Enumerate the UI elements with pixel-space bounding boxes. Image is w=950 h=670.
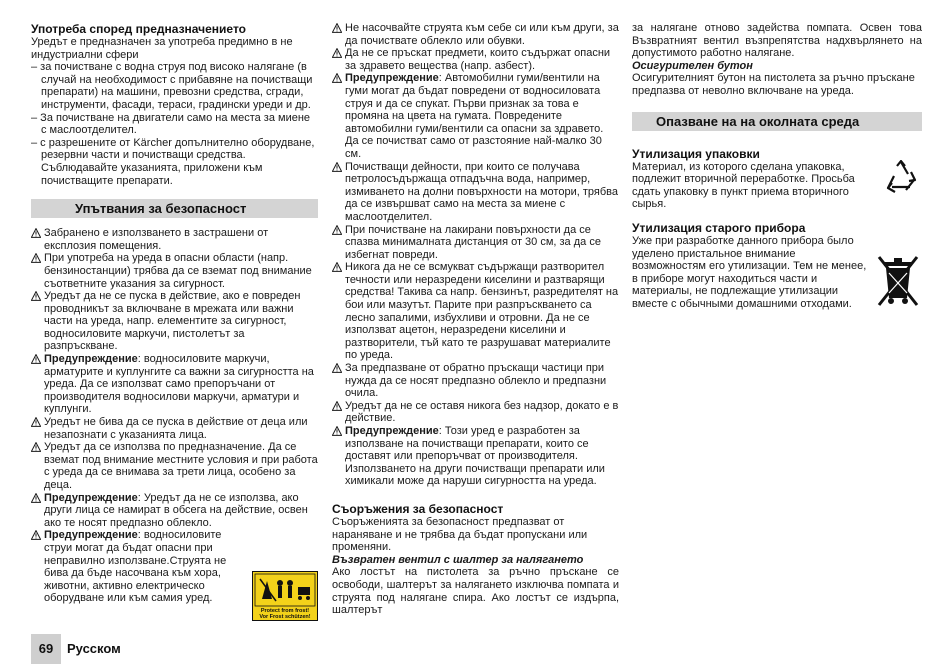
old-device-disposal-title: Утилизация старого прибора (632, 220, 806, 235)
safety-section-title: Упътвания за безопасност (31, 199, 318, 218)
warning-triangle-icon (31, 228, 41, 238)
safety-item (31, 529, 248, 605)
check-valve-title: Възвратен вентил с шалтер за налягането (332, 553, 584, 566)
safety-item (31, 492, 318, 530)
safety-button-title: Осигурителен бутон (632, 59, 753, 72)
environment-section-title: Опазване на на околната среда (632, 112, 922, 131)
safety-item-text: При почистване на лакирани повърхности да се спазва минималната дистанция от 30 см, за да се избегнат повреди. (345, 223, 601, 261)
safety-item (332, 47, 619, 72)
safety-item (31, 441, 318, 491)
old-device-disposal-text: Уже при разработке данного прибора было уделено пристальное внимание возможностям его утилизации. Тем не менее, в приборе могут находиться части и материалы, не подлежащие утилизации вместе с обычными домашними отходами. (632, 234, 867, 310)
safety-item (31, 227, 318, 252)
safety-item (31, 353, 318, 416)
page-footer (31, 634, 121, 664)
warning-triangle-icon (31, 417, 41, 427)
safety-item (332, 224, 619, 262)
safety-item-text: При употреба на уреда в опасни области (напр. бензиностанции) трябва да се вземат под внимание съответните указания за сигурност. (44, 252, 312, 290)
warning-keyword: Предупреждение (345, 72, 439, 85)
use-item: – за почистване с водна струя под високо налягане (в случай на необходимост с прибавяне на почистващи препарати) на машини, превозни средства, сгради, инструменти, фасади, тераси, градински уреди и др. (31, 61, 313, 111)
warning-triangle-icon (332, 401, 342, 411)
page-number: 69 (31, 634, 61, 664)
safety-item-text: : водносиловите маркучи, арматурите и куплунгите са важни за сигурността на уреда. Да се използват само препоръчани от производителя водносилови маркучи, арматури и куплунги. (44, 353, 314, 416)
recycle-icon (884, 160, 918, 194)
check-valve-text-continued: за налягане отново задейства помпата. Освен това Възвратният вентил възпрепятства надхвърлянето на допустимото работно налягане. (632, 22, 922, 60)
safety-item (31, 290, 318, 353)
safety-item-text: Забранено е използването в застрашени от експлозия помещения. (44, 227, 269, 252)
safety-item-text: Уредът да не се оставя никога без надзор, докато е в действие. (345, 399, 619, 425)
warning-triangle-icon (332, 162, 342, 172)
check-valve-text: Ако лостът на пистолета за ръчно пръскане се освободи, шалтерът за налягането изключва помпата и струята под налягане спира. Ако лостът се издърпа, шалтерът (332, 566, 619, 617)
crossed-bin-icon (876, 252, 920, 308)
safety-item (332, 161, 619, 224)
packaging-disposal-text: Материал, из которого сделана упаковка, подлежит вторичной переработке. Просьба сдать упаковку в пункт приема вторичного сырья. (632, 160, 855, 211)
warning-triangle-icon (332, 48, 342, 58)
safety-item-text: : Автомобилни гуми/вентили на гуми могат да бъдат повредени от водносиловата струя и да се спукат. Първи признак за това е промяна на цвета на гумата. Повредените автомобилни гуми/вентили са опасни за здравето. Да се почистват само от разстояние най-малко 30 см. (345, 72, 604, 160)
safety-devices-text: Съоръженията за безопасност предпазват от нараняване и не трябва да бъдат пропускани или променяни. (332, 515, 588, 554)
safety-item (332, 400, 619, 425)
warning-triangle-icon (31, 530, 41, 540)
warning-keyword: Предупреждение (345, 425, 439, 437)
warning-triangle-icon (332, 262, 342, 272)
safety-item-text: Уредът не бива да се пуска в действие от деца или незапознати с указанията лица. (44, 416, 308, 441)
warning-triangle-icon (31, 442, 41, 452)
use-title: Употреба според предназначението (31, 22, 246, 36)
safety-item-text: Не насочвайте струята към себе си или към други, за да почиствате облекло или обувки. (345, 22, 619, 47)
warning-triangle-icon (332, 73, 342, 83)
safety-item (332, 362, 619, 400)
safety-item (332, 425, 619, 488)
safety-item-text: : водносиловите струи могат да бъдат опасни при неправилно използване.Струята не бива да бъде насочвана към хора, животни, активно електрическо оборудване или към самия уред. (44, 529, 227, 605)
safety-item-text: : Този уред е разработен за използване на почистващи препарати, които се доставят или препоръчват от производителя. Използването на други почистващи препарати или химикали може да наруши сигурността на уреда. (345, 425, 605, 488)
safety-button-text: Осигурителният бутон на пистолета за ръчно пръскане предпазва от неволно включване на уреда. (632, 72, 915, 97)
safety-list-continued (332, 22, 619, 488)
safety-item (31, 416, 318, 441)
warning-keyword: Предупреждение (44, 529, 138, 542)
safety-list (31, 227, 318, 605)
safety-item-text: Уредът да се използва по предназначение. Да се вземат под внимание местните условия и при работа с уреда да се внимава за трети лица, особено за деца. (44, 441, 318, 491)
warning-triangle-icon (332, 225, 342, 235)
packaging-disposal-title: Утилизация упаковки (632, 146, 760, 161)
use-item: – За почистване на двигатели само на места за миене с маслоотделител. (31, 111, 311, 137)
warning-keyword: Предупреждение (44, 353, 138, 366)
use-intro: Уредът е предназначен за употреба предимно в не индустриални сфери (31, 36, 293, 61)
frost-label-en: Protect from frost! (260, 608, 310, 614)
warning-triangle-icon (332, 426, 342, 436)
safety-item-text: Почистващи дейности, при които се получава петролосъдържаща отпадъчна вода, например, измиването на долни повърхности на мотори, трябва да се извършват само на места за миене с маслоотделител. (345, 160, 618, 223)
warning-triangle-icon (31, 354, 41, 364)
warning-triangle-icon (332, 23, 342, 33)
safety-devices-title: Съоръжения за безопасност (332, 501, 504, 516)
warning-triangle-icon (31, 253, 41, 263)
safety-item (332, 72, 619, 160)
safety-item (332, 261, 619, 362)
safety-item (31, 252, 318, 290)
column-middle (332, 22, 619, 617)
warning-triangle-icon (31, 493, 41, 503)
frost-warning-icon (252, 571, 318, 621)
safety-item-text: : Уредът да не се използва, ако други лица се намират в обсега на действие, освен ако те носят предпазно облекло. (44, 491, 308, 529)
safety-item (332, 22, 619, 47)
column-left (31, 22, 318, 605)
safety-item-text: Никога да не се всмукват съдържащи разтворител течности или неразредени киселини и разтварящи средства! Такива са напр. бензинът, разредителят на бои или мазутът. Парите при разпръскването са лесно запалими, избухливи и отровни. Да не се използват ацетон, неразредени киселини и разтворители, тъй като те разрушават материалите по уреда. (345, 261, 619, 362)
frost-label-de: Vor Frost schützen! (259, 614, 311, 620)
safety-item-text: Уредът да не се пуска в действие, ако е повреден проводникът за включване в мрежата или важни части на уреда, напр. елементите за сигурност, водносиловите маркучи, пистолетът за разпръскване. (44, 290, 301, 353)
warning-keyword: Предупреждение (44, 491, 138, 504)
language-label: Русском (67, 640, 121, 656)
use-item: – с разрешените от Kärcher допълнително оборудване, резервни части и почистващи средства. Съблюдавайте указанията, приложени към почистващите препарати. (31, 136, 315, 187)
safety-item-text: Да не се пръскат предмети, които съдържат опасни за здравето вещества (напр. азбест). (345, 47, 611, 72)
warning-triangle-icon (31, 291, 41, 301)
warning-triangle-icon (332, 363, 342, 373)
safety-item-text: За предпазване от обратно пръскащи частици при нужда да се носят предпазно облекло и предпазни очила. (345, 362, 607, 400)
